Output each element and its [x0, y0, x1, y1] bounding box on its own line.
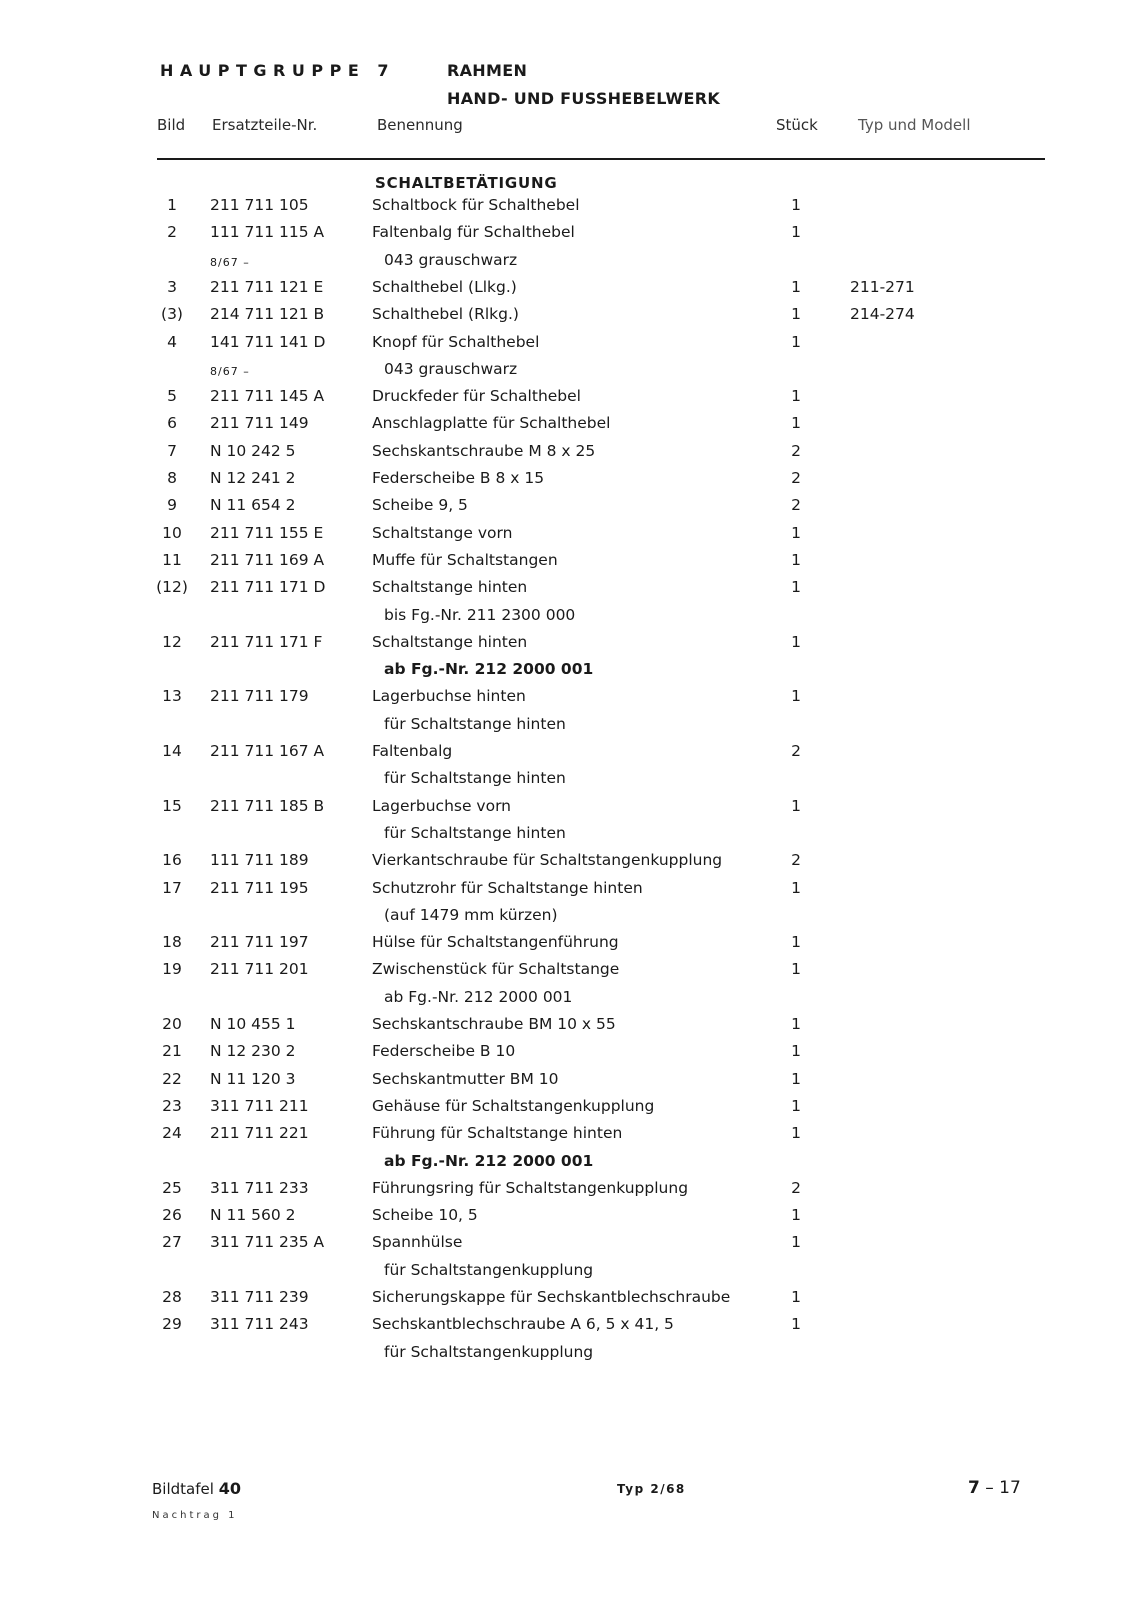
column-header-part-number: Ersatzteile-Nr. [212, 116, 318, 134]
cell-note: ab Fg.-Nr. 212 2000 001 [384, 660, 594, 679]
cell-figure-number: 29 [162, 1315, 182, 1334]
cell-figure-number: 22 [162, 1069, 182, 1088]
cell-note: 043 grauschwarz [384, 359, 518, 378]
cell-quantity: 1 [791, 1233, 801, 1252]
cell-figure-number: 15 [162, 796, 182, 815]
cell-quantity: 1 [791, 277, 801, 296]
cell-quantity: 1 [791, 1206, 801, 1225]
cell-figure-number: 21 [162, 1042, 182, 1061]
page-group: 7 [968, 1478, 980, 1498]
cell-quantity: 1 [791, 1315, 801, 1334]
table-row-note [0, 660, 1141, 687]
cell-part-number: N 12 241 2 [210, 469, 296, 487]
cell-figure-number: 28 [162, 1288, 182, 1306]
cell-figure-number: (12) [156, 578, 188, 597]
table-row [0, 414, 1141, 441]
cell-part-number: 211 711 145 A [210, 387, 325, 406]
cell-part-number: 211 711 149 [210, 414, 309, 433]
table-row-note [0, 606, 1141, 633]
table-row [0, 578, 1141, 605]
cell-part-number: N 11 560 2 [210, 1206, 296, 1225]
cell-date-note: 8/67 – [210, 364, 250, 378]
cell-designation: Hülse für Schaltstangenführung [372, 933, 619, 952]
table-row [0, 960, 1141, 987]
cell-figure-number: 18 [162, 933, 182, 952]
cell-part-number: 211 711 105 [210, 196, 309, 214]
table-row-note [0, 715, 1141, 742]
table-row [0, 1206, 1141, 1233]
cell-designation: Führungsring für Schaltstangenkupplung [372, 1178, 689, 1197]
cell-part-number: N 12 230 2 [210, 1042, 296, 1061]
cell-quantity: 1 [791, 632, 801, 651]
cell-note: (auf 1479 mm kürzen) [384, 905, 558, 924]
cell-designation: Scheibe 10, 5 [372, 1206, 478, 1225]
cell-quantity: 1 [791, 196, 801, 214]
page-index: 17 [999, 1478, 1021, 1498]
column-header-type-model: Typ und Modell [858, 116, 971, 134]
cell-part-number: 211 711 121 E [210, 277, 324, 296]
cell-figure-number: 20 [162, 1015, 182, 1033]
cell-designation: Lagerbuchse vorn [372, 796, 512, 815]
section-title: SCHALTBETÄTIGUNG [375, 174, 558, 192]
type-date: Typ 2/68 [617, 1482, 686, 1496]
table-row-note [0, 1152, 1141, 1179]
cell-quantity: 1 [791, 687, 801, 706]
cell-quantity: 2 [791, 469, 801, 487]
table-row [0, 442, 1141, 469]
cell-designation: Führung für Schaltstange hinten [372, 1124, 623, 1143]
cell-quantity: 2 [791, 851, 801, 870]
supplement-note: Nachtrag 1 [152, 1510, 238, 1521]
table-row [0, 1097, 1141, 1124]
cell-note: bis Fg.-Nr. 211 2300 000 [384, 605, 576, 624]
column-header-designation: Benennung [377, 116, 463, 134]
cell-figure-number: 10 [162, 523, 182, 542]
cell-type-model: 211-271 [850, 277, 915, 296]
cell-figure-number: 16 [162, 851, 182, 870]
cell-quantity: 2 [791, 1178, 801, 1197]
cell-designation: Gehäuse für Schaltstangenkupplung [372, 1096, 655, 1115]
cell-designation: Faltenbalg für Schalthebel [372, 223, 575, 242]
cell-figure-number: 13 [162, 687, 182, 706]
cell-quantity: 1 [791, 1015, 801, 1033]
cell-designation: Knopf für Schalthebel [372, 332, 540, 351]
cell-part-number: 211 711 185 B [210, 796, 325, 815]
cell-part-number: 211 711 167 A [210, 742, 325, 760]
cell-figure-number: 26 [162, 1206, 182, 1225]
cell-figure-number: 23 [162, 1096, 182, 1115]
table-row [0, 551, 1141, 578]
cell-designation: Schaltstange hinten [372, 578, 528, 597]
cell-designation: Schaltbock für Schalthebel [372, 196, 580, 214]
cell-designation: Spannhülse [372, 1233, 463, 1252]
cell-figure-number: 17 [162, 878, 182, 897]
cell-figure-number: 19 [162, 960, 182, 979]
cell-designation: Sechskantschraube M 8 x 25 [372, 441, 596, 460]
cell-designation: Schalthebel (Llkg.) [372, 277, 517, 296]
table-row [0, 1179, 1141, 1206]
cell-designation: Federscheibe B 8 x 15 [372, 469, 545, 487]
cell-quantity: 2 [791, 496, 801, 515]
table-row [0, 387, 1141, 414]
cell-figure-number: 2 [167, 223, 177, 242]
cell-part-number: N 10 455 1 [210, 1015, 296, 1033]
cell-note: für Schaltstange hinten [384, 714, 566, 733]
cell-figure-number: 4 [167, 332, 177, 351]
cell-figure-number: 27 [162, 1233, 182, 1252]
cell-part-number: 211 711 197 [210, 933, 309, 952]
cell-designation: Sechskantschraube BM 10 x 55 [372, 1015, 616, 1033]
cell-quantity: 1 [791, 1042, 801, 1061]
cell-part-number: 211 711 155 E [210, 523, 324, 542]
cell-designation: Anschlagplatte für Schalthebel [372, 414, 611, 433]
cell-note: ab Fg.-Nr. 212 2000 001 [384, 1151, 594, 1170]
table-row [0, 687, 1141, 714]
table-row [0, 1070, 1141, 1097]
cell-figure-number: 6 [167, 414, 177, 433]
table-row [0, 333, 1141, 360]
cell-part-number: 211 711 221 [210, 1124, 309, 1143]
page-number [968, 1478, 1021, 1498]
table-row [0, 196, 1141, 223]
cell-figure-number: (3) [161, 305, 183, 324]
cell-designation: Schaltstange hinten [372, 632, 528, 651]
cell-designation: Vierkantschraube für Schaltstangenkupplung [372, 851, 723, 870]
table-row [0, 1288, 1141, 1315]
cell-part-number: 211 711 171 D [210, 578, 326, 597]
table-row-note [0, 906, 1141, 933]
cell-quantity: 1 [791, 332, 801, 351]
plate-label: Bildtafel [152, 1480, 214, 1498]
table-row [0, 1015, 1141, 1042]
table-row-note [0, 1261, 1141, 1288]
subgroup-title: HAND- UND FUSSHEBELWERK [447, 89, 721, 108]
cell-quantity: 1 [791, 960, 801, 979]
cell-quantity: 1 [791, 387, 801, 406]
page-separator: – [979, 1478, 1000, 1498]
main-group-heading: HAUPTGRUPPE 7 [160, 61, 395, 80]
cell-quantity: 1 [791, 1124, 801, 1143]
cell-quantity: 1 [791, 305, 801, 324]
cell-quantity: 2 [791, 441, 801, 460]
cell-figure-number: 8 [167, 469, 177, 487]
cell-figure-number: 7 [167, 441, 177, 460]
header-divider [157, 158, 1045, 160]
table-row-note [0, 360, 1141, 387]
cell-figure-number: 11 [162, 550, 182, 569]
table-row-note [0, 769, 1141, 796]
cell-part-number: 211 711 179 [210, 687, 309, 706]
cell-part-number: 311 711 233 [210, 1178, 309, 1197]
cell-type-model: 214-274 [850, 305, 915, 324]
table-row [0, 1233, 1141, 1260]
cell-quantity: 1 [791, 414, 801, 433]
column-header-bild: Bild [157, 116, 186, 134]
cell-part-number: 311 711 239 [210, 1288, 309, 1306]
cell-part-number: N 11 120 3 [210, 1069, 296, 1088]
table-row [0, 223, 1141, 250]
cell-part-number: 111 711 115 A [210, 223, 325, 242]
table-row [0, 278, 1141, 305]
cell-date-note: 8/67 – [210, 255, 250, 269]
cell-note: für Schaltstangenkupplung [384, 1342, 594, 1361]
cell-quantity: 1 [791, 796, 801, 815]
cell-quantity: 1 [791, 223, 801, 242]
cell-figure-number: 25 [162, 1178, 182, 1197]
table-row-note [0, 824, 1141, 851]
cell-designation: Lagerbuchse hinten [372, 687, 526, 706]
table-row [0, 1315, 1141, 1342]
table-row [0, 524, 1141, 551]
cell-figure-number: 14 [162, 742, 182, 760]
cell-part-number: 111 711 189 [210, 851, 309, 870]
cell-part-number: 211 711 201 [210, 960, 309, 979]
table-row [0, 469, 1141, 496]
cell-designation: Schutzrohr für Schaltstange hinten [372, 878, 643, 897]
table-row-note [0, 251, 1141, 278]
cell-quantity: 1 [791, 1288, 801, 1306]
cell-part-number: 211 711 171 F [210, 632, 323, 651]
cell-part-number: N 11 654 2 [210, 496, 296, 515]
table-row [0, 851, 1141, 878]
cell-designation: Zwischenstück für Schaltstange [372, 960, 620, 979]
cell-designation: Sicherungskappe für Sechskantblechschraube [372, 1288, 731, 1306]
group-title: RAHMEN [447, 61, 528, 80]
cell-note: für Schaltstange hinten [384, 769, 566, 788]
cell-designation: Scheibe 9, 5 [372, 496, 468, 515]
cell-figure-number: 1 [167, 196, 177, 214]
cell-figure-number: 5 [167, 387, 177, 406]
cell-quantity: 1 [791, 578, 801, 597]
table-row [0, 1042, 1141, 1069]
cell-designation: Sechskantmutter BM 10 [372, 1069, 559, 1088]
cell-part-number: 141 711 141 D [210, 332, 326, 351]
table-row-note [0, 988, 1141, 1015]
cell-quantity: 1 [791, 933, 801, 952]
cell-quantity: 1 [791, 550, 801, 569]
table-row-note [0, 1343, 1141, 1370]
table-row [0, 933, 1141, 960]
cell-quantity: 1 [791, 1096, 801, 1115]
cell-part-number: 311 711 211 [210, 1096, 309, 1115]
cell-part-number: 311 711 235 A [210, 1233, 325, 1252]
cell-quantity: 1 [791, 1069, 801, 1088]
table-row [0, 879, 1141, 906]
cell-designation: Muffe für Schaltstangen [372, 550, 558, 569]
table-row [0, 797, 1141, 824]
cell-designation: Faltenbalg [372, 742, 453, 760]
table-row [0, 305, 1141, 332]
cell-part-number: 214 711 121 B [210, 305, 325, 324]
cell-designation: Schalthebel (Rlkg.) [372, 305, 519, 324]
cell-part-number: 211 711 195 [210, 878, 309, 897]
cell-figure-number: 3 [167, 277, 177, 296]
cell-part-number: N 10 242 5 [210, 441, 296, 460]
cell-part-number: 211 711 169 A [210, 550, 325, 569]
cell-quantity: 2 [791, 742, 801, 760]
cell-figure-number: 24 [162, 1124, 182, 1143]
cell-designation: Druckfeder für Schalthebel [372, 387, 581, 406]
plate-reference [152, 1479, 241, 1498]
table-row [0, 1124, 1141, 1151]
cell-designation: Schaltstange vorn [372, 523, 513, 542]
table-row [0, 496, 1141, 523]
cell-note: für Schaltstangenkupplung [384, 1260, 594, 1279]
cell-quantity: 1 [791, 878, 801, 897]
cell-figure-number: 12 [162, 632, 182, 651]
cell-designation: Sechskantblechschraube A 6, 5 x 41, 5 [372, 1315, 674, 1334]
cell-designation: Federscheibe B 10 [372, 1042, 516, 1061]
cell-figure-number: 9 [167, 496, 177, 515]
table-row [0, 742, 1141, 769]
column-header-quantity: Stück [776, 116, 818, 134]
cell-quantity: 1 [791, 523, 801, 542]
table-row [0, 633, 1141, 660]
cell-note: ab Fg.-Nr. 212 2000 001 [384, 987, 573, 1006]
plate-number: 40 [218, 1479, 241, 1498]
cell-note: 043 grauschwarz [384, 250, 518, 269]
cell-part-number: 311 711 243 [210, 1315, 309, 1334]
cell-note: für Schaltstange hinten [384, 823, 566, 842]
